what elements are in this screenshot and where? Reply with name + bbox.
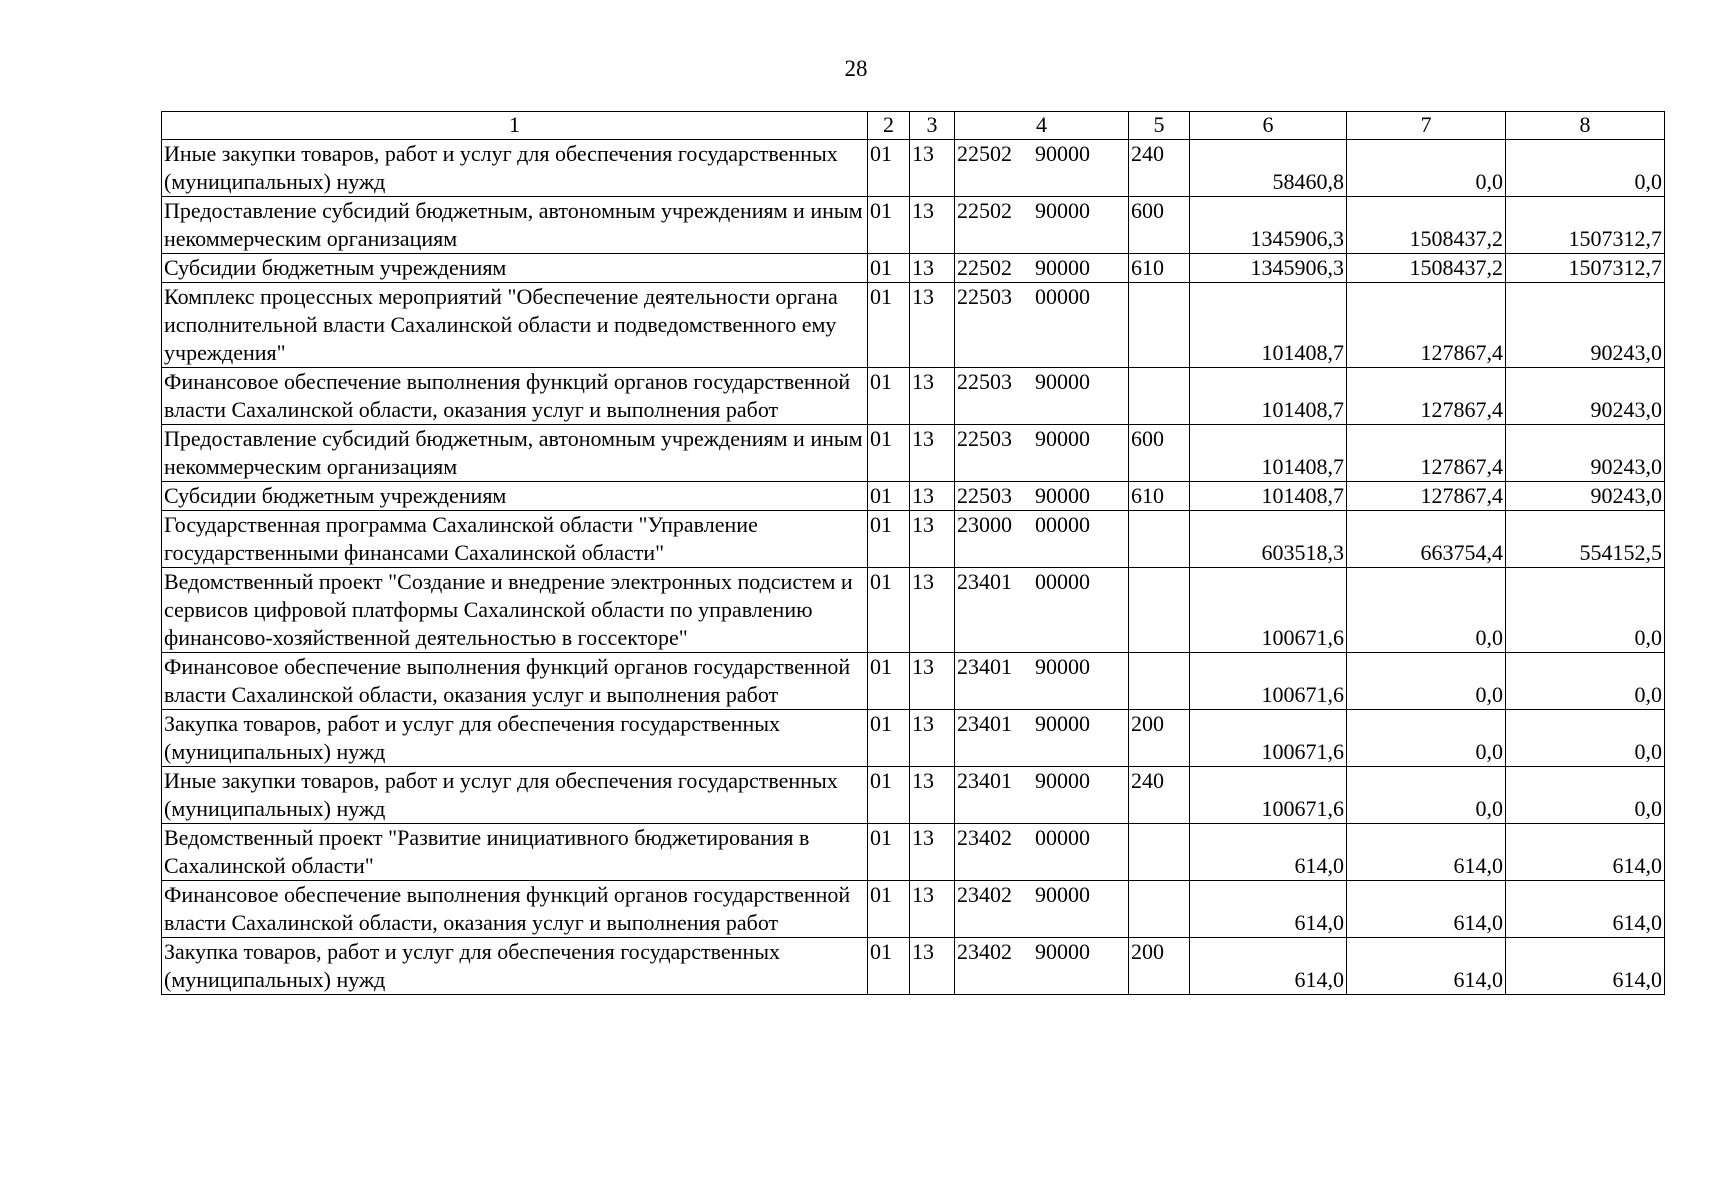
page-number: 28: [844, 56, 868, 81]
budget-table: [161, 111, 1665, 995]
amount-col8-cell: 90243,0: [1506, 425, 1665, 482]
subsection-code-cell: 13: [910, 254, 955, 283]
target-article-cell: [955, 140, 1129, 197]
column-header-7: 7: [1347, 112, 1506, 140]
amount-col7-cell: 614,0: [1347, 881, 1506, 938]
expense-type-cell: [1129, 653, 1190, 710]
item-name-cell: Субсидии бюджетным учреждениям: [162, 482, 868, 511]
amount-col8-cell: 1507312,7: [1506, 254, 1665, 283]
target-article-direction-code: 90000: [1035, 426, 1090, 451]
expense-type-cell: 200: [1129, 710, 1190, 767]
subsection-code-cell: 13: [910, 824, 955, 881]
table-row: [162, 938, 1665, 995]
column-header-6: 6: [1190, 112, 1347, 140]
item-name-cell: Иные закупки товаров, работ и услуг для обеспечения государственных (муниципальных) нужд: [162, 140, 868, 197]
target-article-cell: [955, 254, 1129, 283]
amount-col7-cell: 614,0: [1347, 824, 1506, 881]
table-body: [162, 140, 1665, 995]
target-article-direction-code: 90000: [1035, 255, 1090, 280]
subsection-code-cell: 13: [910, 938, 955, 995]
section-code-cell: 01: [868, 824, 910, 881]
table-row: [162, 482, 1665, 511]
column-header-3: 3: [910, 112, 955, 140]
subsection-code-cell: 13: [910, 197, 955, 254]
amount-col7-cell: 0,0: [1347, 140, 1506, 197]
amount-col7-cell: 0,0: [1347, 653, 1506, 710]
amount-col6-cell: 614,0: [1190, 881, 1347, 938]
target-article-program-code: 23401: [957, 654, 1012, 679]
amount-col7-cell: 0,0: [1347, 710, 1506, 767]
amount-col8-cell: 1507312,7: [1506, 197, 1665, 254]
item-name-cell: Финансовое обеспечение выполнения функций органов государственной власти Сахалинской области, оказания услуг и выполнения работ: [162, 653, 868, 710]
table-row: [162, 710, 1665, 767]
target-article-cell: [955, 710, 1129, 767]
amount-col7-cell: 663754,4: [1347, 511, 1506, 568]
amount-col6-cell: 101408,7: [1190, 482, 1347, 511]
table-row: [162, 197, 1665, 254]
target-article-cell: [955, 568, 1129, 653]
amount-col8-cell: 90243,0: [1506, 283, 1665, 368]
target-article-program-code: 23402: [957, 825, 1012, 850]
amount-col6-cell: 100671,6: [1190, 568, 1347, 653]
amount-col8-cell: 0,0: [1506, 140, 1665, 197]
amount-col8-cell: 614,0: [1506, 938, 1665, 995]
amount-col8-cell: 0,0: [1506, 653, 1665, 710]
target-article-direction-code: 90000: [1035, 654, 1090, 679]
expense-type-cell: 240: [1129, 767, 1190, 824]
section-code-cell: 01: [868, 482, 910, 511]
target-article-cell: [955, 482, 1129, 511]
table-row: [162, 653, 1665, 710]
table-row: [162, 824, 1665, 881]
item-name-cell: Закупка товаров, работ и услуг для обеспечения государственных (муниципальных) нужд: [162, 710, 868, 767]
target-article-direction-code: 90000: [1035, 768, 1090, 793]
subsection-code-cell: 13: [910, 653, 955, 710]
target-article-direction-code: 90000: [1035, 483, 1090, 508]
subsection-code-cell: 13: [910, 881, 955, 938]
subsection-code-cell: 13: [910, 568, 955, 653]
section-code-cell: 01: [868, 568, 910, 653]
target-article-cell: [955, 881, 1129, 938]
target-article-direction-code: 90000: [1035, 882, 1090, 907]
target-article-program-code: 22502: [957, 255, 1012, 280]
target-article-program-code: 22502: [957, 198, 1012, 223]
amount-col6-cell: 614,0: [1190, 938, 1347, 995]
expense-type-cell: 600: [1129, 425, 1190, 482]
target-article-cell: [955, 368, 1129, 425]
target-article-direction-code: 90000: [1035, 711, 1090, 736]
subsection-code-cell: 13: [910, 767, 955, 824]
amount-col8-cell: 90243,0: [1506, 368, 1665, 425]
column-header-5: 5: [1129, 112, 1190, 140]
target-article-program-code: 22503: [957, 426, 1012, 451]
target-article-program-code: 22503: [957, 369, 1012, 394]
amount-col8-cell: 0,0: [1506, 710, 1665, 767]
expense-type-cell: [1129, 368, 1190, 425]
section-code-cell: 01: [868, 710, 910, 767]
column-header-2: 2: [868, 112, 910, 140]
amount-col6-cell: 1345906,3: [1190, 197, 1347, 254]
amount-col7-cell: 614,0: [1347, 938, 1506, 995]
section-code-cell: 01: [868, 881, 910, 938]
target-article-program-code: 23402: [957, 882, 1012, 907]
amount-col7-cell: 1508437,2: [1347, 197, 1506, 254]
expense-type-cell: [1129, 511, 1190, 568]
subsection-code-cell: 13: [910, 140, 955, 197]
section-code-cell: 01: [868, 197, 910, 254]
amount-col6-cell: 100671,6: [1190, 653, 1347, 710]
target-article-direction-code: 00000: [1035, 825, 1090, 850]
item-name-cell: Ведомственный проект "Создание и внедрение электронных подсистем и сервисов цифровой платформы Сахалинской области по управлению финансово-хозяйственной деятельностью в госсекторе": [162, 568, 868, 653]
target-article-cell: [955, 511, 1129, 568]
item-name-cell: Предоставление субсидий бюджетным, автономным учреждениям и иным некоммерческим организациям: [162, 425, 868, 482]
amount-col8-cell: 90243,0: [1506, 482, 1665, 511]
subsection-code-cell: 13: [910, 368, 955, 425]
item-name-cell: Закупка товаров, работ и услуг для обеспечения государственных (муниципальных) нужд: [162, 938, 868, 995]
table-row: [162, 254, 1665, 283]
target-article-program-code: 23401: [957, 711, 1012, 736]
subsection-code-cell: 13: [910, 482, 955, 511]
amount-col7-cell: 0,0: [1347, 568, 1506, 653]
amount-col6-cell: 101408,7: [1190, 368, 1347, 425]
target-article-cell: [955, 425, 1129, 482]
subsection-code-cell: 13: [910, 511, 955, 568]
table-row: [162, 568, 1665, 653]
table-row: [162, 140, 1665, 197]
amount-col8-cell: 0,0: [1506, 767, 1665, 824]
expense-type-cell: [1129, 568, 1190, 653]
amount-col8-cell: 614,0: [1506, 881, 1665, 938]
section-code-cell: 01: [868, 938, 910, 995]
section-code-cell: 01: [868, 140, 910, 197]
amount-col7-cell: 127867,4: [1347, 368, 1506, 425]
section-code-cell: 01: [868, 425, 910, 482]
expense-type-cell: 610: [1129, 254, 1190, 283]
target-article-program-code: 22503: [957, 483, 1012, 508]
amount-col6-cell: 58460,8: [1190, 140, 1347, 197]
expense-type-cell: [1129, 283, 1190, 368]
column-header-1: 1: [162, 112, 868, 140]
amount-col6-cell: 100671,6: [1190, 767, 1347, 824]
target-article-direction-code: 90000: [1035, 198, 1090, 223]
target-article-direction-code: 90000: [1035, 141, 1090, 166]
item-name-cell: Комплекс процессных мероприятий "Обеспечение деятельности органа исполнительной власти Сахалинской области и подведомственного ему учреждения": [162, 283, 868, 368]
table-row: [162, 511, 1665, 568]
section-code-cell: 01: [868, 767, 910, 824]
target-article-direction-code: 00000: [1035, 512, 1090, 537]
item-name-cell: Финансовое обеспечение выполнения функций органов государственной власти Сахалинской области, оказания услуг и выполнения работ: [162, 881, 868, 938]
section-code-cell: 01: [868, 254, 910, 283]
amount-col6-cell: 603518,3: [1190, 511, 1347, 568]
section-code-cell: 01: [868, 283, 910, 368]
target-article-cell: [955, 824, 1129, 881]
amount-col7-cell: 0,0: [1347, 767, 1506, 824]
target-article-direction-code: 00000: [1035, 569, 1090, 594]
subsection-code-cell: 13: [910, 283, 955, 368]
expense-type-cell: [1129, 881, 1190, 938]
subsection-code-cell: 13: [910, 710, 955, 767]
amount-col8-cell: 614,0: [1506, 824, 1665, 881]
expense-type-cell: 200: [1129, 938, 1190, 995]
amount-col7-cell: 1508437,2: [1347, 254, 1506, 283]
target-article-direction-code: 90000: [1035, 939, 1090, 964]
target-article-program-code: 23401: [957, 768, 1012, 793]
table-row: [162, 881, 1665, 938]
target-article-cell: [955, 938, 1129, 995]
expense-type-cell: 240: [1129, 140, 1190, 197]
amount-col6-cell: 101408,7: [1190, 283, 1347, 368]
column-number-header-row: [162, 112, 1665, 140]
table-row: [162, 283, 1665, 368]
target-article-program-code: 23401: [957, 569, 1012, 594]
item-name-cell: Субсидии бюджетным учреждениям: [162, 254, 868, 283]
expense-type-cell: 600: [1129, 197, 1190, 254]
item-name-cell: Государственная программа Сахалинской области "Управление государственными финансами Сахалинской области": [162, 511, 868, 568]
column-header-4: 4: [955, 112, 1129, 140]
table-row: [162, 425, 1665, 482]
amount-col7-cell: 127867,4: [1347, 482, 1506, 511]
amount-col8-cell: 554152,5: [1506, 511, 1665, 568]
target-article-cell: [955, 283, 1129, 368]
amount-col7-cell: 127867,4: [1347, 425, 1506, 482]
column-header-8: 8: [1506, 112, 1665, 140]
item-name-cell: Предоставление субсидий бюджетным, автономным учреждениям и иным некоммерческим организациям: [162, 197, 868, 254]
target-article-program-code: 22503: [957, 284, 1012, 309]
subsection-code-cell: 13: [910, 425, 955, 482]
target-article-direction-code: 00000: [1035, 284, 1090, 309]
target-article-program-code: 22502: [957, 141, 1012, 166]
item-name-cell: Ведомственный проект "Развитие инициативного бюджетирования в Сахалинской области": [162, 824, 868, 881]
target-article-program-code: 23000: [957, 512, 1012, 537]
expense-type-cell: [1129, 824, 1190, 881]
amount-col6-cell: 614,0: [1190, 824, 1347, 881]
amount-col8-cell: 0,0: [1506, 568, 1665, 653]
table-row: [162, 767, 1665, 824]
target-article-program-code: 23402: [957, 939, 1012, 964]
section-code-cell: 01: [868, 653, 910, 710]
item-name-cell: Финансовое обеспечение выполнения функций органов государственной власти Сахалинской области, оказания услуг и выполнения работ: [162, 368, 868, 425]
section-code-cell: 01: [868, 368, 910, 425]
amount-col7-cell: 127867,4: [1347, 283, 1506, 368]
amount-col6-cell: 101408,7: [1190, 425, 1347, 482]
table-row: [162, 368, 1665, 425]
item-name-cell: Иные закупки товаров, работ и услуг для обеспечения государственных (муниципальных) нужд: [162, 767, 868, 824]
amount-col6-cell: 1345906,3: [1190, 254, 1347, 283]
target-article-cell: [955, 767, 1129, 824]
target-article-cell: [955, 197, 1129, 254]
target-article-cell: [955, 653, 1129, 710]
target-article-direction-code: 90000: [1035, 369, 1090, 394]
section-code-cell: 01: [868, 511, 910, 568]
expense-type-cell: 610: [1129, 482, 1190, 511]
amount-col6-cell: 100671,6: [1190, 710, 1347, 767]
